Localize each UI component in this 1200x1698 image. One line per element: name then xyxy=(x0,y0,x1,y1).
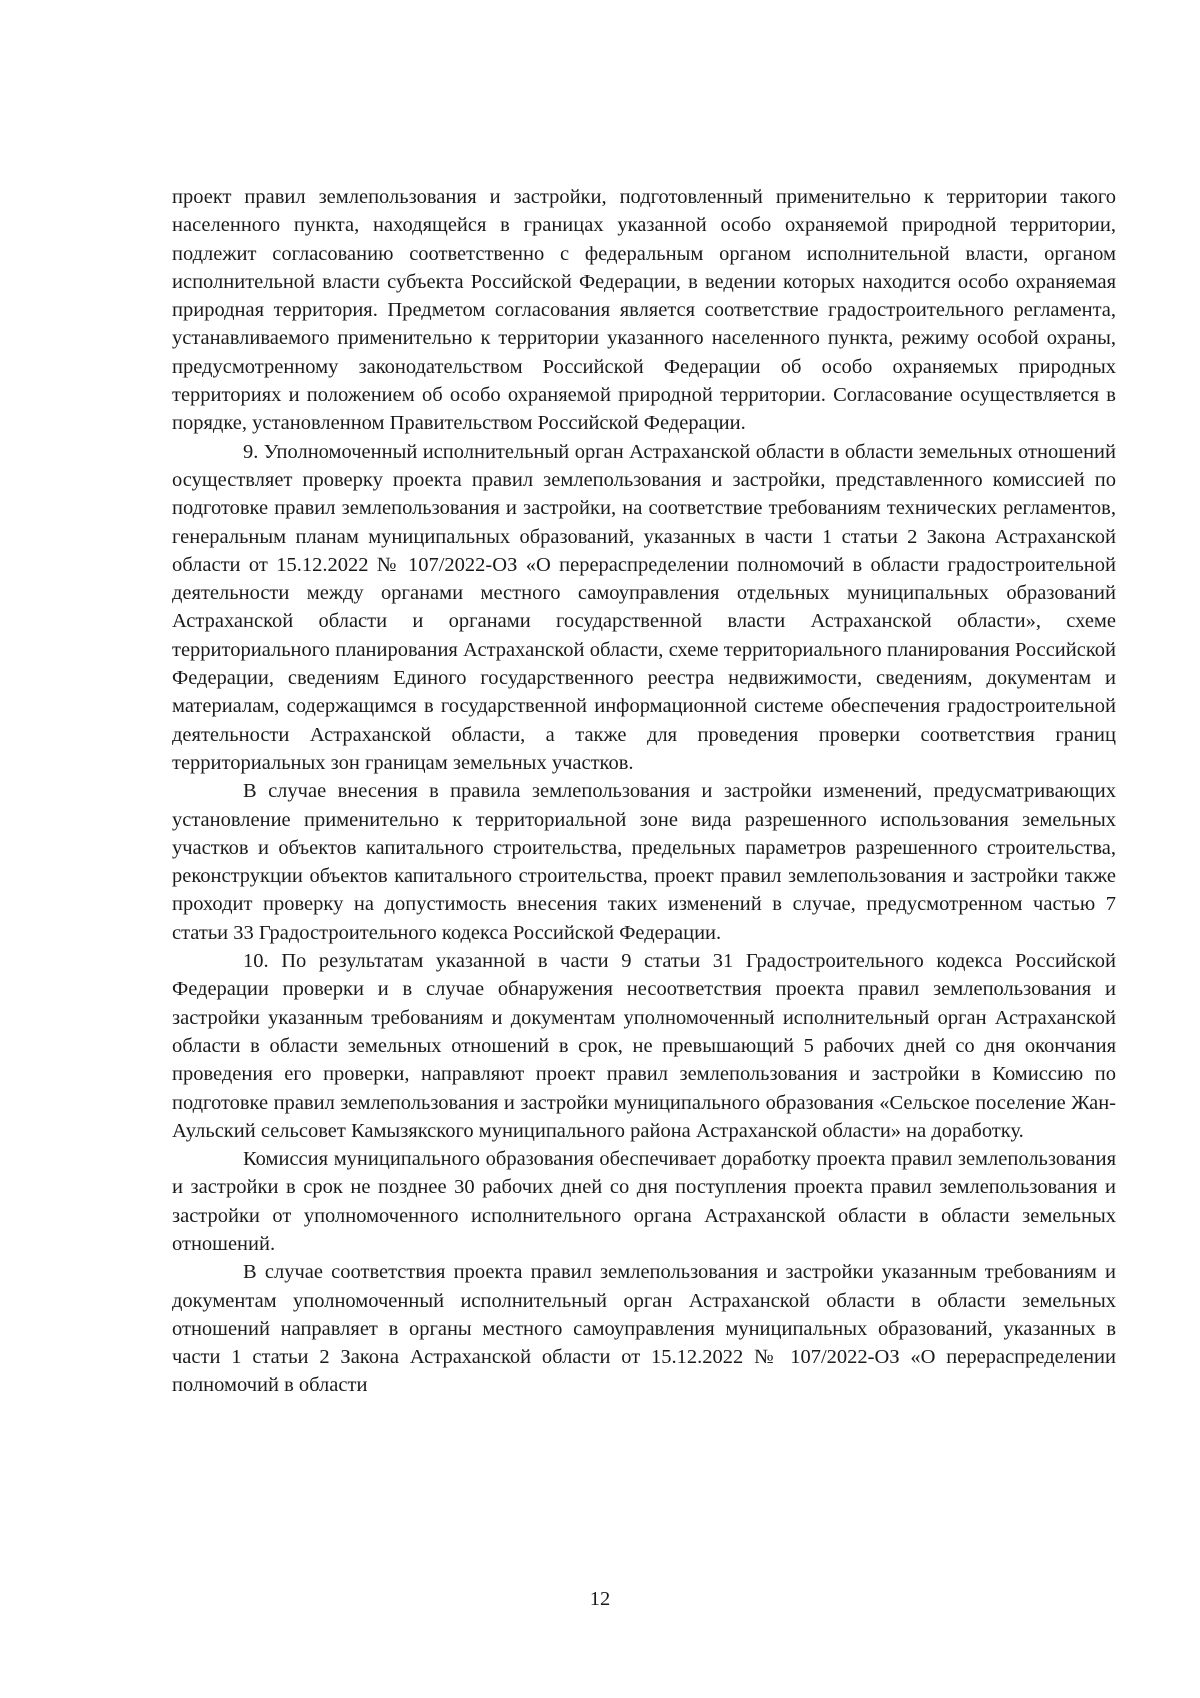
paragraph-item-9: 9. Уполномоченный исполнительный орган Астраханской области в области земельных отношений осуществляет проверку проекта правил землепользования и застройки, представленного комиссией по подготовке правил землепользования и застройки, на соответствие требованиям технических регламентов, генеральным планам муниципальных образований, указанных в части 1 статьи 2 Закона Астраханской области от 15.12.2022 № 107/2022-ОЗ «О перераспределении полномочий в области градостроительной деятельности между органами местного самоуправления отдельных муниципальных образований Астраханской области и органами государственной власти Астраханской области», схеме территориального планирования Астраханской области, схеме территориального планирования Российской Федерации, сведениям Единого государственного реестра недвижимости, сведениям, документам и материалам, содержащимся в государственной информационной системе обеспечения градостроительной деятельности Астраханской области, а также для проведения проверки соответствия границ территориальных зон границам земельных участков. xyxy=(172,440,1116,774)
document-page xyxy=(172,183,1116,1400)
paragraph-compliance-case: В случае соответствия проекта правил землепользования и застройки указанным требованиям и документам уполномоченный исполнительный орган Астраханской области в области земельных отношений направляет в органы местного самоуправления муниципальных образований, указанных в части 1 статьи 2 Закона Астраханской области от 15.12.2022 № 107/2022-ОЗ «О перераспределении полномочий в области xyxy=(172,1261,1116,1397)
paragraph-item-10: 10. По результатам указанной в части 9 статьи 31 Градостроительного кодекса Российской Федерации проверки и в случае обнаружения несоответствия проекта правил землепользования и застройки указанным требованиям и документам уполномоченный исполнительный орган Астраханской области в области земельных отношений в срок, не превышающий 5 рабочих дней со дня окончания проведения его проверки, направляют проект правил землепользования и застройки в Комиссию по подготовке правил землепользования и застройки муниципального образования «Сельское поселение Жан-Аульский сельсовет Камызякского муниципального района Астраханской области» на доработку. xyxy=(172,950,1116,1142)
paragraph-approval-continuation: проект правил землепользования и застройки, подготовленный применительно к территории такого населенного пункта, находящейся в границах указанной особо охраняемой природной территории, подлежит согласованию соответственно с федеральным органом исполнительной власти, органом исполнительной власти субъекта Российской Федерации, в ведении которых находится особо охраняемая природная территория. Предметом согласования является соответствие градостроительного регламента, устанавливаемого применительно к территории указанного населенного пункта, режиму особой охраны, предусмотренному законодательством Российской Федерации об особо охраняемых природных территориях и положением об особо охраняемой природной территории. Согласование осуществляется в порядке, установленном Правительством Российской Федерации. xyxy=(172,186,1116,435)
page-number: 12 xyxy=(589,1588,611,1610)
paragraph-amendments-check: В случае внесения в правила землепользования и застройки изменений, предусматривающих установление применительно к территориальной зоне вида разрешенного использования земельных участков и объектов капитального строительства, предельных параметров разрешенного строительства, реконструкции объектов капитального строительства, проект правил землепользования и застройки также проходит проверку на допустимость внесения таких изменений в случае, предусмотренном частью 7 статьи 33 Градостроительного кодекса Российской Федерации. xyxy=(172,780,1116,944)
paragraph-commission-revision: Комиссия муниципального образования обеспечивает доработку проекта правил землепользования и застройки в срок не позднее 30 рабочих дней со дня поступления проекта правил землепользования и застройки от уполномоченного исполнительного органа Астраханской области в области земельных отношений. xyxy=(172,1148,1116,1255)
